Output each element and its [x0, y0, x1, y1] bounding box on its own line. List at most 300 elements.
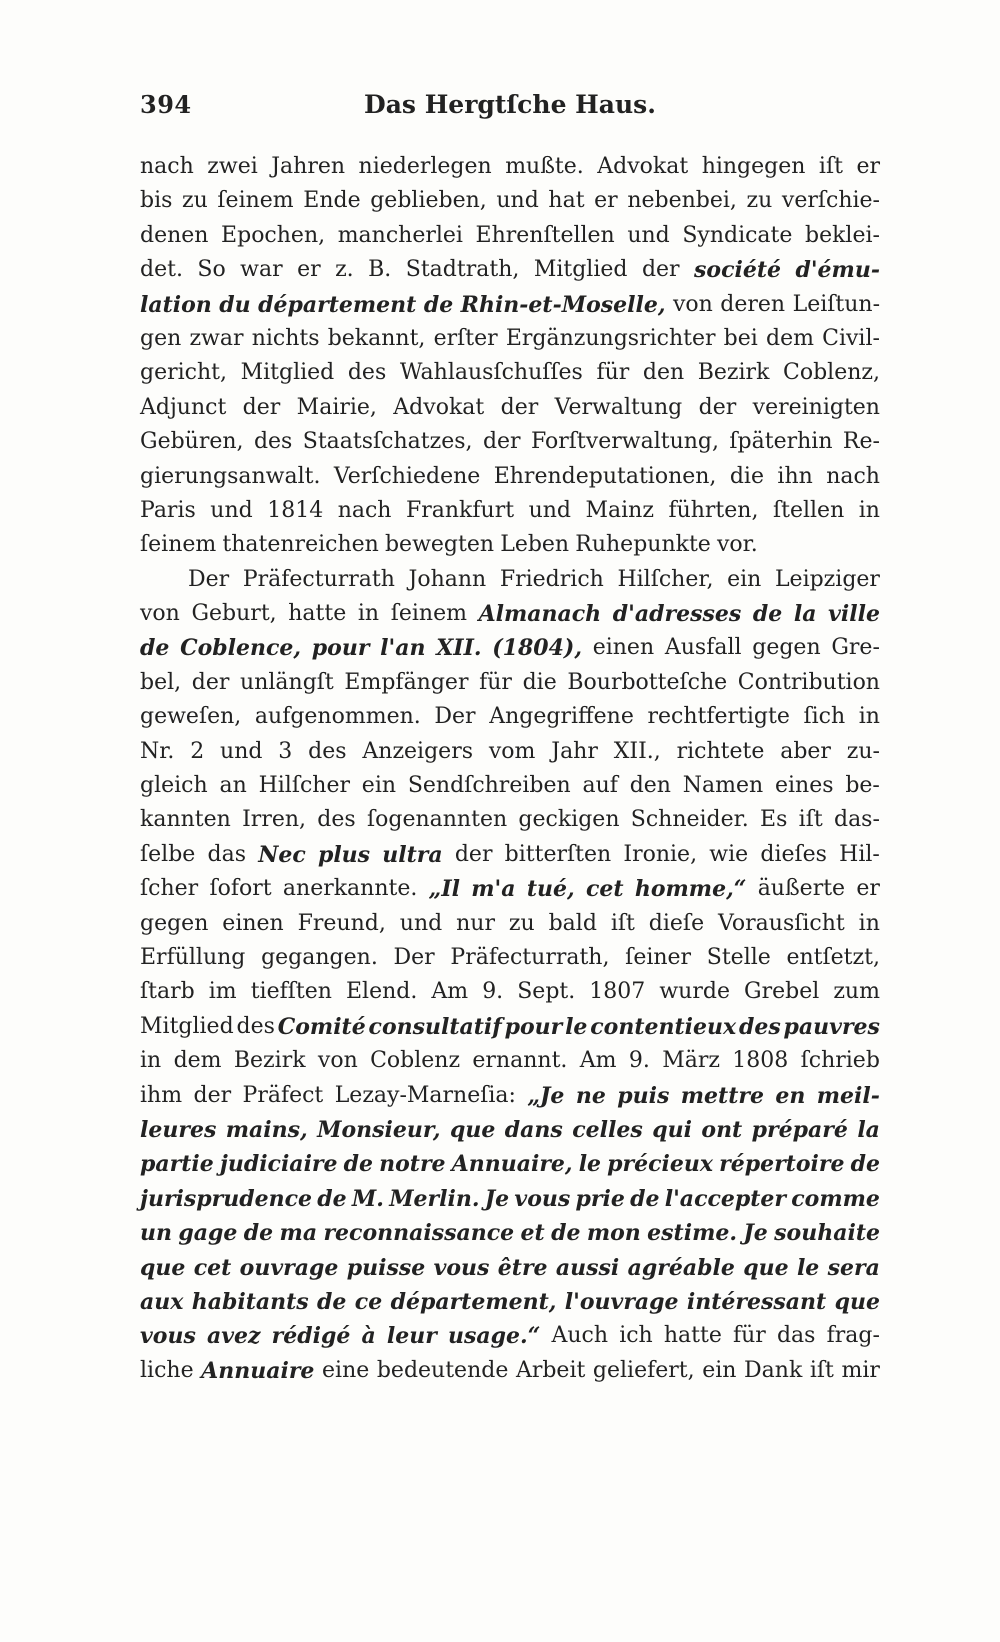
word: vous [433, 1254, 490, 1281]
word: eine [322, 1357, 370, 1383]
word: ce [354, 1288, 383, 1315]
word: iſt [610, 910, 635, 936]
word: l'ouvrage [564, 1288, 679, 1315]
word: aussi [555, 1254, 620, 1281]
word: von [140, 601, 180, 627]
word: der [500, 394, 539, 420]
word: ſeinem [217, 188, 294, 214]
word: ſtellen [772, 497, 845, 523]
page-number: 394 [140, 90, 192, 119]
word: un [140, 1220, 172, 1247]
word: Hil- [839, 841, 880, 867]
word: de [317, 1185, 347, 1212]
word: que [834, 1288, 880, 1315]
word: Arbeit [515, 1357, 586, 1383]
word: nur [456, 910, 495, 936]
word: den [629, 773, 671, 799]
word: vor. [716, 532, 758, 558]
word: ſelbe [140, 841, 196, 867]
word: zwei [207, 154, 258, 179]
text-line [140, 150, 880, 184]
word: zu- [846, 738, 880, 764]
word: den [642, 360, 685, 386]
word: bedeutende [376, 1357, 509, 1383]
word: Nec [258, 841, 306, 868]
word: tué, [526, 876, 575, 903]
text-line [140, 1285, 880, 1319]
word: gegen [140, 910, 209, 936]
word: prie [575, 1185, 625, 1212]
word: des [253, 429, 293, 455]
word: du [219, 291, 251, 318]
word: richtete [676, 738, 765, 764]
word: bitterſten [504, 841, 612, 867]
word: März [662, 1048, 720, 1074]
word: pour [311, 635, 370, 662]
word: Je [743, 1220, 768, 1247]
word: Der [393, 944, 435, 970]
word: Bourbotteſche [567, 669, 728, 695]
word: Anzeigers [362, 738, 474, 764]
word: Rhin-et-Moselle, [460, 291, 666, 318]
word: Annuaire [201, 1357, 315, 1384]
word: im [208, 979, 237, 1005]
word: thatenreichen [222, 532, 379, 558]
word: souhaite [774, 1220, 880, 1247]
word: M. [351, 1185, 384, 1212]
word: frag- [826, 1323, 880, 1349]
word: aber [780, 738, 831, 764]
word: Hilſcher, [617, 566, 714, 592]
word: tiefſten [250, 979, 332, 1005]
text-line [140, 975, 880, 1009]
word: Mitglied [140, 1013, 234, 1039]
word: m'a [471, 876, 516, 903]
word: vereinigten [752, 394, 880, 420]
word: notre [379, 1151, 446, 1178]
word: iſt [798, 807, 823, 833]
text-line [140, 700, 880, 734]
word: des [738, 1013, 781, 1040]
word: ſeiner [625, 944, 692, 970]
word: niederlegen [358, 154, 492, 179]
word: ſeinem [140, 532, 217, 558]
word: judiciaire [219, 1151, 338, 1178]
word: 1807 [589, 979, 646, 1005]
word: Ausfall [664, 635, 742, 661]
word: de [243, 1220, 274, 1247]
word: Leiſtun- [792, 291, 880, 317]
word: Präfecturrath [242, 566, 395, 592]
word: bald [548, 910, 597, 936]
word: Hilſcher [258, 773, 350, 799]
text-line [140, 184, 880, 218]
word: Contribution [737, 669, 880, 695]
word: das [207, 841, 247, 867]
word: vom [488, 738, 536, 764]
word: gericht, [140, 360, 227, 386]
word: Am [431, 979, 469, 1005]
word: kannten [140, 807, 231, 833]
word: bewegten [384, 532, 495, 558]
word: er [856, 876, 880, 902]
word: avez [206, 1323, 261, 1350]
word: der [191, 669, 230, 695]
word: Erfüllung [140, 944, 246, 970]
word: wurde [659, 979, 730, 1005]
word: von [317, 1048, 358, 1074]
word: Empfänger [344, 669, 469, 695]
word: das- [833, 807, 880, 833]
word: la [793, 601, 817, 628]
word: Ehrendeputationen, [493, 463, 717, 489]
word: ſchrieb [800, 1048, 880, 1074]
word: l'an [380, 635, 426, 662]
text-line [140, 803, 880, 837]
word: geckigen [518, 807, 620, 833]
word: bei [723, 325, 758, 351]
word: unlängſt [240, 669, 334, 695]
word: in [858, 704, 880, 730]
word: nebenbei, [627, 188, 737, 214]
text-line [140, 769, 880, 803]
word: Advokat [393, 394, 485, 420]
text-line [140, 322, 880, 356]
word: Sendſchreiben [407, 773, 571, 799]
word: des [317, 807, 356, 833]
word: der [641, 257, 680, 283]
word: ma [279, 1220, 318, 1247]
word: Almanach [478, 601, 602, 628]
word: vous [140, 1323, 196, 1350]
text-line [140, 1182, 880, 1216]
text-line [140, 735, 880, 769]
word: dieſes [760, 841, 827, 867]
word: ſofort [209, 876, 272, 902]
word: für [733, 1323, 766, 1349]
word: einen [592, 635, 655, 661]
word: geweſen, [140, 704, 242, 730]
word: et [520, 1220, 545, 1247]
word: celles [572, 1116, 643, 1143]
word: Sept. [517, 979, 576, 1005]
word: denen [140, 222, 209, 248]
text-line [140, 1113, 880, 1147]
word: rédigé [271, 1323, 351, 1350]
text-line [140, 288, 880, 322]
word: de [551, 1220, 581, 1247]
word: Auch [551, 1323, 609, 1349]
word: Adjunct [140, 394, 227, 420]
word: zum [833, 979, 880, 1005]
word: qui [652, 1116, 692, 1143]
word: agréable [627, 1254, 735, 1281]
word: que [140, 1254, 186, 1281]
word: und [210, 497, 253, 523]
word: aufgenommen. [254, 704, 421, 730]
word: 1808 [732, 1048, 789, 1074]
word: mettre [680, 1082, 764, 1109]
text-line [140, 1319, 880, 1353]
word: geblieben, [370, 188, 487, 214]
text-line [140, 528, 880, 562]
word: nach [826, 463, 880, 489]
word: en [775, 1082, 806, 1109]
word: gegangen. [261, 944, 378, 970]
word: ultra [382, 841, 443, 868]
word: bekannt, [327, 325, 426, 351]
word: einen [222, 910, 284, 936]
word: rechtfertigte [647, 704, 790, 730]
word: Coblenz [370, 1048, 461, 1074]
word: Re- [842, 429, 880, 455]
text-line [140, 1251, 880, 1285]
word: ſich [803, 704, 846, 730]
text-line [140, 1079, 880, 1113]
word: Geburt, [191, 601, 277, 627]
word: der [698, 394, 737, 420]
word: hatte [288, 601, 347, 627]
word: ſtarb [140, 979, 195, 1005]
word: nichts [251, 325, 320, 351]
word: dans [504, 1116, 563, 1143]
word: Mainz [585, 497, 654, 523]
word: Grebel [744, 979, 820, 1005]
word: Dank [744, 1357, 803, 1383]
word: Lezay-Marneſia: [334, 1082, 516, 1108]
word: ich [619, 1323, 653, 1349]
word: comme [791, 1185, 880, 1212]
running-title: Das Hergtſche Haus. [364, 90, 656, 119]
word: Frankfurt [405, 497, 515, 523]
word: dieſe [648, 910, 705, 936]
word: Syndicate [682, 222, 793, 248]
word: hingegen [701, 154, 806, 179]
word: de [630, 1185, 660, 1212]
word: mon [586, 1220, 641, 1247]
word: Mairie, [296, 394, 377, 420]
word: deren [720, 291, 786, 317]
word: l'accepter [664, 1185, 786, 1212]
word: an [219, 773, 247, 799]
word: bel, [140, 669, 182, 695]
word: Merlin. [389, 1185, 480, 1212]
word: Civil- [822, 325, 880, 351]
word: Johann [408, 566, 487, 592]
word: Freund, [297, 910, 386, 936]
text-line [140, 597, 880, 631]
word: Gre- [831, 635, 880, 661]
word: ein [727, 566, 762, 592]
text-line [140, 1147, 880, 1181]
word: für [596, 360, 630, 386]
word: meil- [816, 1082, 880, 1109]
text-line [140, 907, 880, 941]
word: Mitglied [533, 257, 628, 283]
word: de [317, 1288, 347, 1315]
word: zu [746, 188, 773, 214]
word: consultatif [368, 1013, 502, 1040]
word: que [449, 1116, 496, 1143]
word: usage.“ [448, 1323, 541, 1350]
word: erſter [433, 325, 498, 351]
word: Mitglied [240, 360, 335, 386]
word: Namen [682, 773, 764, 799]
word: äußerte [757, 876, 846, 902]
word: 2 [190, 738, 205, 764]
word: beklei- [804, 222, 880, 248]
word: ihn [777, 463, 813, 489]
text-line [140, 425, 880, 459]
word: Präfect [242, 1082, 324, 1108]
word: gierungsanwalt. [140, 463, 321, 489]
text-line [140, 838, 880, 872]
word: leur [386, 1323, 437, 1350]
word: homme,“ [634, 876, 747, 903]
text-line [140, 460, 880, 494]
word: ein [702, 1357, 737, 1383]
word: Ergänzungsrichter [505, 325, 716, 351]
word: ſogenannten [366, 807, 508, 833]
word: ſeinem [390, 601, 467, 627]
word: puisse [346, 1254, 426, 1281]
word: Angegriffene [489, 704, 634, 730]
word: 3 [278, 738, 293, 764]
text-line [140, 494, 880, 528]
word: mains, [225, 1116, 308, 1143]
word: ouvrage [239, 1254, 339, 1281]
word: Forſtverwaltung, [530, 429, 719, 455]
word: in [858, 910, 880, 936]
word: ſcher [140, 876, 199, 902]
text-line [140, 391, 880, 425]
word: Präfecturrath, [450, 944, 610, 970]
text-line [140, 219, 880, 253]
word: Der [434, 704, 476, 730]
word: reconnaissance [323, 1220, 515, 1247]
word: puis [617, 1082, 670, 1109]
word: lation [140, 291, 212, 318]
word: Stadtrath, [405, 257, 520, 283]
word: Am [579, 1048, 617, 1074]
word: Leben [500, 532, 570, 558]
word: Irren, [242, 807, 307, 833]
word: ville [828, 601, 880, 628]
word: war [240, 257, 283, 283]
text-line [140, 666, 880, 700]
text-line [140, 563, 880, 597]
word: XII., [613, 738, 661, 764]
word: plus [317, 841, 371, 868]
word: pauvres [783, 1013, 880, 1040]
word: er [297, 257, 321, 283]
word: des [347, 360, 387, 386]
word: iſt [818, 154, 843, 179]
text-line [140, 253, 880, 287]
word: Leipziger [774, 566, 880, 592]
page-header [140, 90, 880, 130]
text-line [140, 1216, 880, 1250]
word: mir [841, 1357, 880, 1383]
word: 9. [628, 1048, 650, 1074]
word: ein [361, 773, 397, 799]
word: précieux [607, 1151, 713, 1178]
word: Je [484, 1185, 510, 1212]
word: gage [178, 1220, 238, 1247]
word: gen [140, 325, 182, 351]
word: ſpäterhin [729, 429, 833, 455]
word: det. [140, 257, 183, 283]
word: de [752, 601, 783, 628]
word: 1814 [267, 497, 324, 523]
word: leures [140, 1116, 217, 1143]
word: Friedrich [499, 566, 604, 592]
word: er [594, 188, 618, 214]
word: in [357, 601, 380, 627]
word: nach [140, 154, 194, 179]
word: von [672, 291, 713, 317]
word: Ironie, [623, 841, 698, 867]
word: die [729, 463, 764, 489]
word: eines [774, 773, 834, 799]
word: le [578, 1151, 602, 1178]
word: Nr. [140, 738, 175, 764]
word: (1804), [492, 635, 582, 662]
word: Elend. [345, 979, 418, 1005]
word: que [743, 1254, 789, 1281]
word: Coblence, [180, 635, 302, 662]
word: entſetzt, [786, 944, 880, 970]
word: Ruhepunkte [575, 532, 711, 558]
word: und [399, 910, 443, 936]
word: ihm [140, 1082, 183, 1108]
body-text [140, 150, 880, 1388]
word: des [236, 1013, 275, 1039]
word: Advokat [597, 154, 689, 179]
word: Wahlausſchuſſes [399, 360, 583, 386]
word: Schneider. [630, 807, 749, 833]
word: Verſchiedene [333, 463, 481, 489]
word: vous [514, 1185, 571, 1212]
word: dem [765, 325, 814, 351]
word: cet [193, 1254, 232, 1281]
word: Jahren [271, 154, 346, 179]
word: liche [140, 1357, 194, 1383]
text-line [140, 631, 880, 665]
text-line [140, 1010, 880, 1044]
word: So [197, 257, 226, 283]
word: zu [508, 910, 535, 936]
word: Epochen, [221, 222, 326, 248]
word: préparé [751, 1116, 848, 1143]
word: Stelle [706, 944, 771, 970]
word: être [497, 1254, 548, 1281]
word: „Il [428, 876, 460, 903]
word: der [242, 394, 281, 420]
word: à [361, 1323, 376, 1350]
word: der [193, 1082, 232, 1108]
word: ne [575, 1082, 606, 1109]
word: ernannt. [472, 1048, 568, 1074]
word: d'ému- [795, 257, 880, 284]
word: auf [582, 773, 618, 799]
word: Gebüren, [140, 429, 244, 455]
word: Der [188, 566, 230, 592]
word: er [856, 154, 880, 179]
word: de [423, 291, 454, 318]
word: Monsieur, [317, 1116, 441, 1143]
word: Bezirk [233, 1048, 306, 1074]
